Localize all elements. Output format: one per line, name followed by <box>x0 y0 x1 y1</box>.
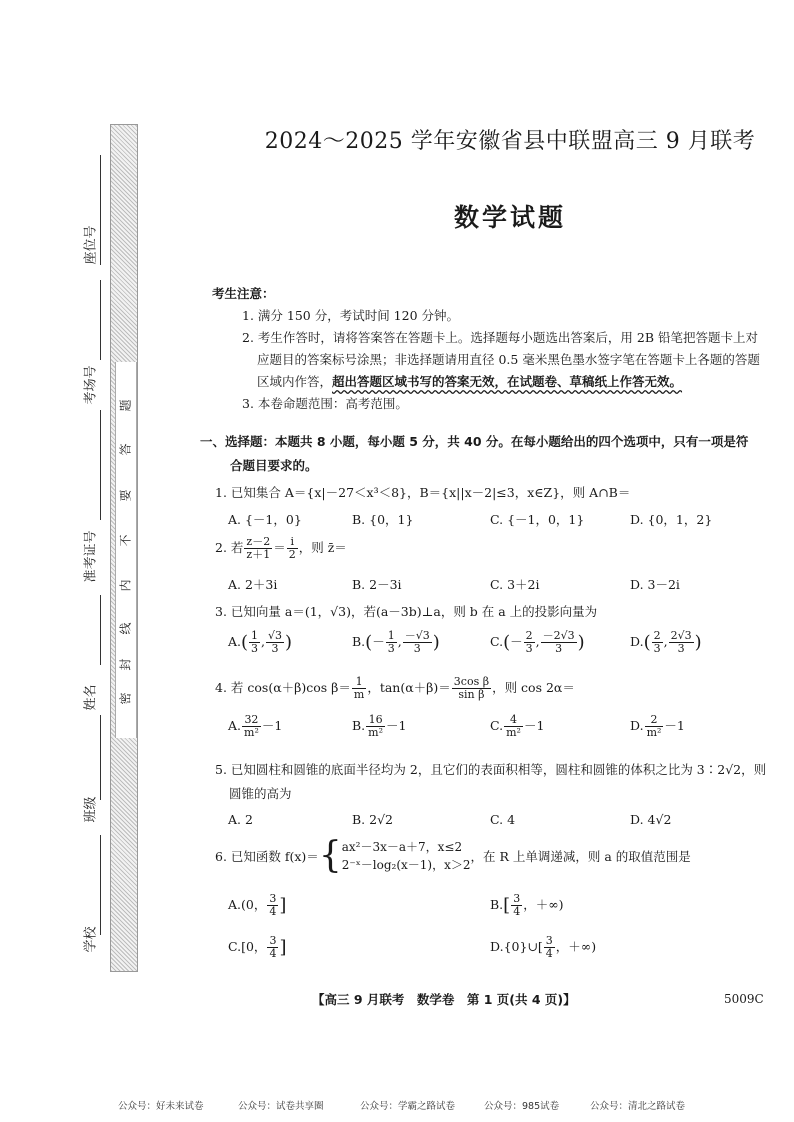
q5-option-b: B. 2√2 <box>352 812 394 827</box>
question-5-stem <box>215 758 766 806</box>
frac-numerator: 1 <box>387 629 395 642</box>
option-label: A. <box>228 634 242 649</box>
exam-title: 2024～2025 学年安徽省县中联盟高三 9 月联考 <box>264 129 756 154</box>
frac-numerator: 1 <box>352 676 366 689</box>
q2-frac-denominator: 2 <box>288 548 296 561</box>
seal-char: 要 <box>118 489 133 502</box>
seal-char: 内 <box>118 579 133 592</box>
question-1-stem: 1. 已知集合 A＝{x|－27＜x³＜8}，B＝{x||x－2|≤3，x∈Z}，则 A∩B＝ <box>215 485 631 500</box>
option-label: C. <box>228 939 242 954</box>
frac-numerator: 3 <box>545 934 553 947</box>
name-label: 姓名 <box>83 684 99 711</box>
watermark-text: 公众号：清北之路试卷 <box>590 1101 686 1112</box>
frac-numerator: 1 <box>251 629 259 642</box>
seal-char: 答 <box>118 443 133 456</box>
q2-frac-numerator: i <box>287 536 298 549</box>
q5-option-d: D. 4√2 <box>630 812 672 827</box>
piecewise-function <box>342 838 471 874</box>
frac-numerator: 2√3 <box>670 629 692 642</box>
frac-numerator: 4 <box>504 714 523 727</box>
watermark-text: 公众号：学霸之路试卷 <box>360 1101 456 1112</box>
frac-denominator: 3 <box>387 642 395 655</box>
section-heading <box>200 430 790 478</box>
q3-option-a: A.( $\frac{1}{3}$ , $\frac{√3}{3}$ ) <box>228 629 293 655</box>
watermark-text: 公众号：好未来试卷 <box>118 1101 204 1112</box>
q5-text: 圆锥的高为 <box>229 786 292 801</box>
seal-char: 封 <box>118 658 133 671</box>
option-label: A. <box>228 718 242 733</box>
q6-text: 6. 已知函数 f(x)＝ <box>215 849 319 864</box>
q2-frac-denominator: z＋1 <box>246 548 271 561</box>
frac-denominator: 3 <box>413 642 421 655</box>
option-label: B. <box>352 718 366 733</box>
frac-denominator: sin β <box>458 688 485 701</box>
q2-option-a: A. 2＋3i <box>228 577 278 592</box>
question-3-stem: 3. 已知向量 a＝(1，√3)，若(a－3b)⊥a，则 b 在 a 上的投影向量为 <box>215 604 598 619</box>
binding-line <box>100 715 101 800</box>
frac-denominator: 4 <box>545 947 553 960</box>
frac-numerator: 3 <box>269 934 277 947</box>
seal-char: 题 <box>118 399 133 412</box>
binding-line <box>100 595 101 665</box>
interval-left: [ <box>503 895 511 916</box>
q4-text: 4. 若 cos(α＋β)cos β＝ <box>215 680 351 695</box>
question-4-stem <box>215 676 575 701</box>
q1-option-c: C. {－1，0，1} <box>490 512 585 527</box>
q6-option-c <box>228 935 286 960</box>
notice-item <box>212 371 782 393</box>
minus-one: －1 <box>664 718 685 733</box>
q2-option-b: B. 2－3i <box>352 577 402 592</box>
interval-left: [0， <box>241 939 267 954</box>
minus-one: －1 <box>261 718 283 733</box>
minus-one: －1 <box>386 718 407 733</box>
q3-option-d: D.( $\frac{2}{3}$ , $\frac{2√3}{3}$ ) <box>630 629 702 655</box>
frac-numerator: －√3 <box>404 629 430 642</box>
q4-option-d <box>630 714 685 739</box>
interval-left: (0， <box>241 897 267 912</box>
frac-numerator: 3 <box>269 892 277 905</box>
q2-fraction <box>244 536 272 561</box>
notice-text: 区域内作答， <box>257 374 333 389</box>
minus-one: －1 <box>523 718 545 733</box>
frac-denominator: m <box>353 688 365 701</box>
option-label: D. <box>630 718 644 733</box>
q3-option-c: C.(－ $\frac{2}{3}$ , $\frac{-2√3}{3}$ ) <box>490 629 585 655</box>
q5-option-a: A. 2 <box>228 812 253 827</box>
interval-right: ] <box>279 937 287 958</box>
question-6-stem: 6. 已知函数 f(x)＝{ ax²－3x－a＋7，x≤2 2⁻ˣ－log₂(x－1)，x＞2 ，在 R 上单调递减，则 a 的取值范围是 <box>215 835 691 876</box>
frac-denominator: 3 <box>271 642 279 655</box>
seal-char: 密 <box>118 692 133 705</box>
q4-text: ，tan(α＋β)＝ <box>367 680 451 695</box>
section-heading-line: 一、选择题：本题共 8 小题，每小题 5 分，共 40 分。在每小题给出的四个选项中，只有一项是符 <box>200 434 749 449</box>
q2-equals: ＝ <box>273 540 286 555</box>
option-label: D. <box>630 634 644 649</box>
q4-option-a <box>228 714 282 739</box>
q4-option-b <box>352 714 406 739</box>
q2-text: 2. 若 <box>215 540 244 555</box>
notice-heading: 考生注意： <box>212 286 275 301</box>
seat-number-label: 座位号 <box>83 225 99 265</box>
subject-title: 数学试题 <box>453 203 566 232</box>
q2-text: ，则 z̄＝ <box>298 540 347 555</box>
frac-denominator: 3 <box>251 642 259 655</box>
minus-sign: － <box>510 634 523 649</box>
binding-line <box>100 410 101 520</box>
q3-option-b: B.(－ $\frac{1}{3}$ , $\frac{-√3}{3}$ ) <box>352 629 440 655</box>
frac-numerator: 3cos β <box>453 675 490 688</box>
q2-option-c: C. 3＋2i <box>490 577 540 592</box>
interval-left: {0}∪[ <box>503 939 543 954</box>
candidate-notice <box>212 283 782 415</box>
q1-option-d: D. {0，1，2} <box>630 512 713 527</box>
frac-numerator: 2 <box>645 714 664 727</box>
frac-denominator: m² <box>368 726 384 739</box>
option-label: C. <box>490 718 504 733</box>
piece-1: ax²－3x－a＋7，x≤2 <box>341 840 463 854</box>
interval-right: ，＋∞) <box>555 939 597 954</box>
option-label: D. <box>490 939 504 954</box>
notice-item: 应题目的答案标号涂黑；非选择题请用直径 0.5 毫米黑色墨水签字笔在答题卡上各题的答题 <box>257 352 760 367</box>
frac-denominator: 3 <box>555 642 563 655</box>
option-label: C. <box>490 634 504 649</box>
frac-denominator: 3 <box>525 642 533 655</box>
watermark-text: 公众号：试卷共享圈 <box>238 1101 324 1112</box>
class-label: 班级 <box>83 796 99 823</box>
admission-number-label: 准考证号 <box>83 530 99 583</box>
frac-numerator: 32 <box>242 714 261 727</box>
watermark-text: 公众号：985试卷 <box>484 1101 560 1112</box>
frac-denominator: 3 <box>677 642 685 655</box>
exam-room-label: 考场号 <box>83 365 99 405</box>
frac-numerator: 2 <box>653 629 661 642</box>
frac-numerator: 2 <box>525 629 533 642</box>
frac-denominator: 4 <box>269 947 277 960</box>
q2-fraction <box>287 536 298 561</box>
binding-line <box>100 155 101 265</box>
piece-2: 2⁻ˣ－log₂(x－1)，x＞2 <box>341 858 471 872</box>
option-label: B. <box>490 897 504 912</box>
binding-line <box>100 280 101 360</box>
q6-option-a <box>228 893 286 918</box>
frac-numerator: 16 <box>366 714 385 727</box>
option-label: A. <box>228 897 242 912</box>
q4-option-c <box>490 714 544 739</box>
frac-numerator: 3 <box>513 892 521 905</box>
notice-item: 2. 考生作答时，请将答案答在答题卡上。选择题每小题选出答案后，用 2B 铅笔把答题卡上对 <box>242 330 758 345</box>
frac-denominator: m² <box>506 726 521 739</box>
q1-option-a: A. {－1，0} <box>228 512 302 527</box>
frac-denominator: 3 <box>653 642 661 655</box>
school-label: 学校 <box>83 926 99 953</box>
frac-numerator: －2√3 <box>542 629 575 642</box>
q6-option-b <box>490 893 564 918</box>
interval-right: ] <box>279 895 287 916</box>
section-heading-line: 合题目要求的。 <box>230 458 318 473</box>
interval-right: ，＋∞) <box>523 897 564 912</box>
question-2-stem <box>215 536 347 561</box>
seal-char: 线 <box>118 622 133 635</box>
q6-text: ，在 R 上单调递减，则 a 的取值范围是 <box>470 849 691 864</box>
q2-option-d: D. 3－2i <box>630 577 680 592</box>
q4-text: ，则 cos 2α＝ <box>492 680 575 695</box>
frac-numerator: √3 <box>268 629 283 642</box>
notice-emphasis: 超出答题区域书写的答案无效，在试题卷、草稿纸上作答无效。 <box>332 374 683 389</box>
q5-option-c: C. 4 <box>490 812 516 827</box>
q1-option-b: B. {0，1} <box>352 512 414 527</box>
frac-denominator: m² <box>244 726 259 739</box>
paper-code: 5009C <box>724 992 764 1006</box>
q5-text: 5. 已知圆柱和圆锥的底面半径均为 2，且它们的表面积相等，圆柱和圆锥的体积之比为 3∶2√2，则 <box>215 762 767 777</box>
frac-denominator: m² <box>646 726 662 739</box>
binding-line <box>100 835 101 935</box>
notice-item: 1. 满分 150 分，考试时间 120 分钟。 <box>242 308 460 323</box>
notice-item: 3. 本卷命题范围：高考范围。 <box>242 396 408 411</box>
option-label: B. <box>352 634 366 649</box>
frac-denominator: 4 <box>269 905 277 918</box>
page-footer: 【高三 9 月联考 数学卷 第 1 页(共 4 页)】 <box>312 992 576 1007</box>
frac-denominator: 4 <box>513 905 521 918</box>
q2-frac-numerator: z－2 <box>246 535 271 548</box>
q6-option-d <box>490 935 596 960</box>
minus-sign: － <box>372 634 385 649</box>
seal-char: 不 <box>118 534 133 547</box>
